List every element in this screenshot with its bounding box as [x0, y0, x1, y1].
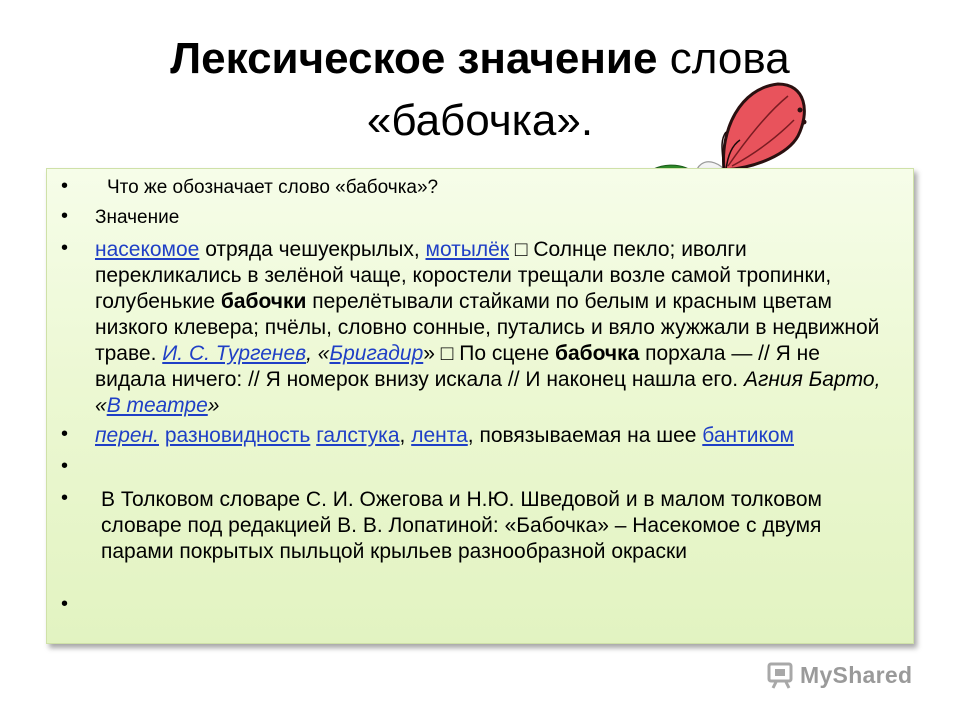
- link-galstuka[interactable]: галстука: [316, 424, 400, 447]
- watermark-text: MyShared: [800, 661, 913, 688]
- bold-word: бабочка: [554, 342, 640, 365]
- title-line2: «бабочка».: [366, 96, 594, 145]
- definition-2: [95, 423, 895, 449]
- link-v-teatre[interactable]: В театре: [106, 394, 208, 417]
- def-text: , «: [306, 342, 330, 365]
- bullet: •: [61, 175, 69, 197]
- link-bantikom[interactable]: бантиком: [702, 424, 794, 447]
- content-box: [46, 168, 914, 644]
- def-text: перелётывали стайками по белым и красным цветам низкого клевера; пчёлы, словно сонные, путались и вяло жужжали в недвижной траве.: [95, 290, 880, 365]
- myshared-logo-icon: [766, 660, 796, 690]
- definition-1: [95, 237, 895, 419]
- bullet: •: [61, 423, 69, 445]
- author-text: Агния Барто, «: [95, 368, 881, 417]
- watermark: [766, 660, 912, 690]
- bullet: •: [61, 593, 69, 615]
- def-text: »: [207, 394, 220, 417]
- question-text: Что же обозначает слово «бабочка»?: [107, 177, 439, 198]
- def-text: ,: [399, 424, 412, 447]
- def-text: отряда чешуекрылых,: [199, 238, 426, 261]
- bullet: •: [61, 487, 69, 509]
- def-text: , повязываемая на шее: [467, 424, 703, 447]
- link-brigadir[interactable]: Бригадир: [329, 342, 424, 365]
- link-peren[interactable]: перен.: [95, 424, 159, 447]
- link-motylek[interactable]: мотылёк: [425, 238, 509, 261]
- def-text: порхала — // Я не видала ничего: // Я номерок внизу искала // И наконец нашла его.: [95, 342, 820, 391]
- meaning-label: Значение: [95, 207, 180, 228]
- title-bold: Лексическое значение: [170, 34, 658, 83]
- link-raznovidnost[interactable]: разновидность: [164, 424, 311, 447]
- bullet: •: [61, 455, 69, 477]
- title-normal: слова: [669, 34, 790, 83]
- link-lenta[interactable]: лента: [411, 424, 468, 447]
- link-nasekomoe[interactable]: насекомое: [95, 238, 200, 261]
- def-text: » □ По сцене: [423, 342, 555, 365]
- def-text: □ Солнце пекло; иволги перекликались в зелёной чаще, коростели трещали возле самой тропинки, голубенькие: [95, 238, 832, 313]
- bullet: •: [61, 237, 69, 259]
- link-turgenev[interactable]: И. С. Тургенев: [162, 342, 307, 365]
- ozhegov-definition: В Толковом словаре С. И. Ожегова и Н.Ю. Шведовой и в малом толковом словаре под редакцией В. В. Лопатиной: «Бабочка» – Насекомое с двумя парами покрытых пыльцой крыльев разнообразной окраски: [101, 488, 822, 563]
- bold-word: бабочки: [220, 290, 307, 313]
- bullet: •: [61, 205, 69, 227]
